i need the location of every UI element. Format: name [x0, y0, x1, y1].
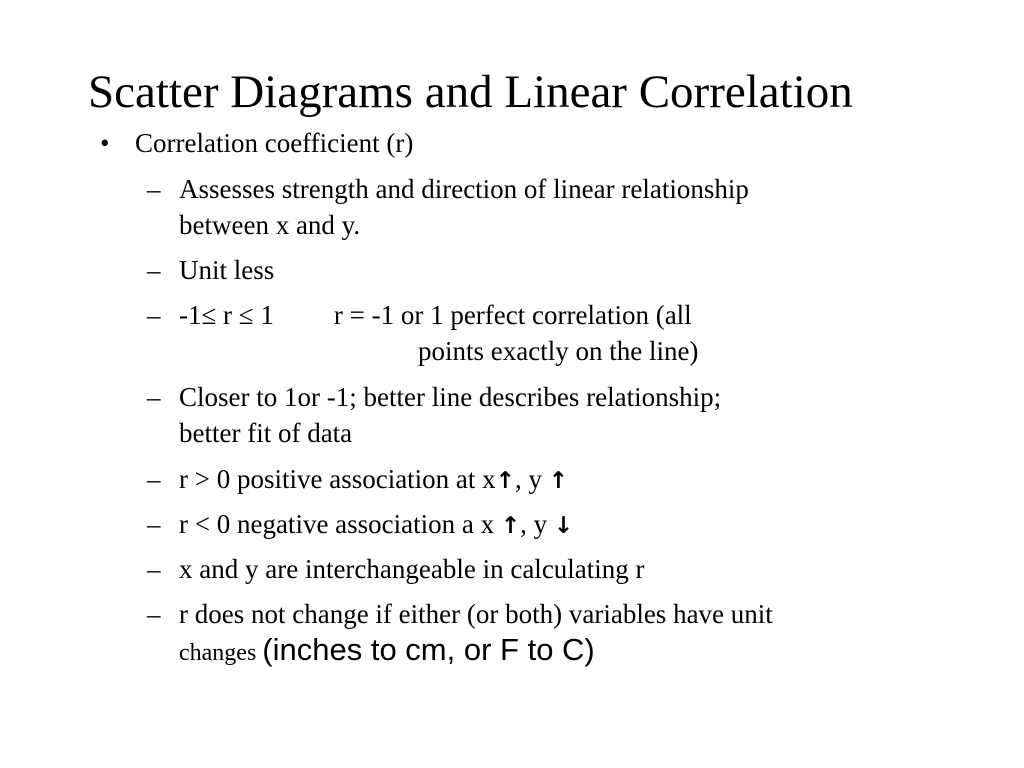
dash-marker: –	[147, 255, 161, 285]
bullet-text: Correlation coefficient (r)	[135, 128, 414, 158]
range-text: -1≤ r ≤ 1	[179, 300, 274, 330]
perfect-correlation-text: r = -1 or 1 perfect correlation (all	[333, 300, 692, 330]
dash-marker: –	[147, 599, 161, 629]
sub-item-line	[147, 461, 947, 499]
sub-item-positive-association	[147, 461, 947, 499]
sub-item-range	[147, 297, 947, 369]
sub-item-closer-to-one	[147, 379, 947, 451]
dash-marker: –	[147, 509, 161, 539]
dash-marker: –	[147, 464, 161, 494]
dash-marker: –	[147, 382, 161, 412]
sub-item-line: between x and y.	[179, 210, 361, 240]
sub-item-negative-association	[147, 506, 947, 544]
arrow-down-icon: ↓	[553, 513, 574, 539]
dash-marker: –	[147, 300, 161, 330]
arrow-up-icon: ↑	[500, 513, 521, 539]
negative-text-a: r < 0 negative association a x	[179, 509, 501, 539]
sub-item-unit-less	[147, 252, 947, 288]
slide-title: Scatter Diagrams and Linear Correlation	[88, 66, 853, 118]
sub-item-line	[147, 632, 947, 671]
sub-item-line: r does not change if either (or both) variables have unit	[179, 599, 773, 629]
sub-item-line: Closer to 1or -1; better line describes relationship;	[179, 382, 722, 412]
sub-item-unit-changes	[147, 596, 947, 671]
negative-text-b: , y	[520, 509, 554, 539]
positive-text-b: , y	[514, 464, 549, 494]
sub-item-line	[147, 506, 947, 544]
bullet-correlation-coefficient	[100, 125, 413, 161]
positive-text-a: r > 0 positive association at x	[179, 464, 496, 494]
arrow-up-icon: ↑	[548, 468, 568, 494]
sub-item-line: Unit less	[179, 255, 275, 285]
sub-item-strength-direction	[147, 171, 947, 243]
sub-item-line: x and y are interchangeable in calculating r	[179, 554, 645, 584]
changes-text: changes	[179, 640, 263, 666]
dash-marker: –	[147, 174, 161, 204]
sub-item-line: Assesses strength and direction of linear relationship	[179, 174, 749, 204]
sub-item-line: better fit of data	[179, 418, 353, 448]
arrow-up-icon: ↑	[495, 468, 515, 494]
unit-examples-text: (inches to cm, or F to C)	[262, 632, 595, 667]
dash-marker: –	[147, 554, 161, 584]
sub-item-line	[147, 297, 947, 333]
sub-item-interchangeable	[147, 551, 947, 587]
sub-item-line: points exactly on the line)	[418, 336, 699, 366]
bullet-marker: •	[100, 128, 110, 158]
